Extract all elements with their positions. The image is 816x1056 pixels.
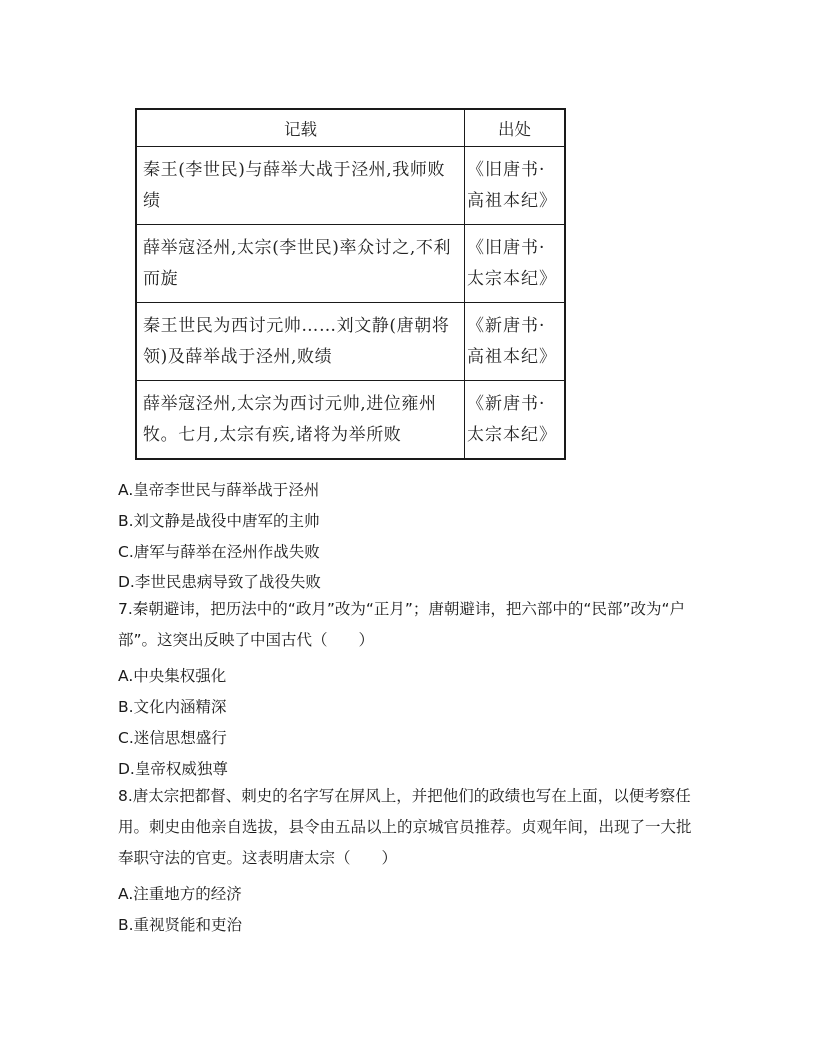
table-row [136,147,565,225]
header-record: 记载 [136,109,465,147]
q6-option-b: B.刘文静是战役中唐军的主帅 [118,512,320,530]
q7-option-a: A.中央集权强化 [118,667,227,685]
record-cell: 秦王世民为西讨元帅……刘文静(唐朝将领)及薛举战于泾州,败绩 [136,303,465,381]
q7-option-c: C.迷信思想盛行 [118,729,227,747]
q6-option-a: A.皇帝李世民与薛举战于泾州 [118,481,320,499]
q6-option-c: C.唐军与薛举在泾州作战失败 [118,543,320,561]
q8-stem: 8.唐太宗把都督、刺史的名字写在屏风上，并把他们的政绩也写在上面，以便考察任用。刺史由他亲自选拔，县令由五品以上的京城官员推荐。贞观年间，出现了一大批奉职守法的官吏。这表明唐太宗（ ） [118,787,692,867]
table-row [136,381,565,460]
records-table [135,108,566,460]
table-row [136,303,565,381]
q8-option-a: A.注重地方的经济 [118,885,242,903]
table-row [136,225,565,303]
source-cell: 《旧唐书·高祖本纪》 [465,147,566,225]
table-header-row [136,109,565,147]
header-source: 出处 [465,109,566,147]
records-table-container [135,108,566,460]
record-cell: 薛举寇泾州,太宗(李世民)率众讨之,不利而旋 [136,225,465,303]
q8-option-b: B.重视贤能和吏治 [118,916,243,934]
source-cell: 《旧唐书·太宗本纪》 [465,225,566,303]
q7-stem: 7.秦朝避讳，把历法中的“政月”改为“正月”；唐朝避讳，把六部中的“民部”改为“户部”。这突出反映了中国古代（ ） [118,600,686,649]
source-cell: 《新唐书·高祖本纪》 [465,303,566,381]
record-cell: 秦王(李世民)与薛举大战于泾州,我师败绩 [136,147,465,225]
q7-option-d: D.皇帝权威独尊 [118,760,228,778]
record-cell: 薛举寇泾州,太宗为西讨元帅,进位雍州牧。七月,太宗有疾,诸将为举所败 [136,381,465,460]
q7-option-b: B.文化内涵精深 [118,698,227,716]
source-cell: 《新唐书·太宗本纪》 [465,381,566,460]
q6-option-d: D.李世民患病导致了战役失败 [118,573,321,591]
